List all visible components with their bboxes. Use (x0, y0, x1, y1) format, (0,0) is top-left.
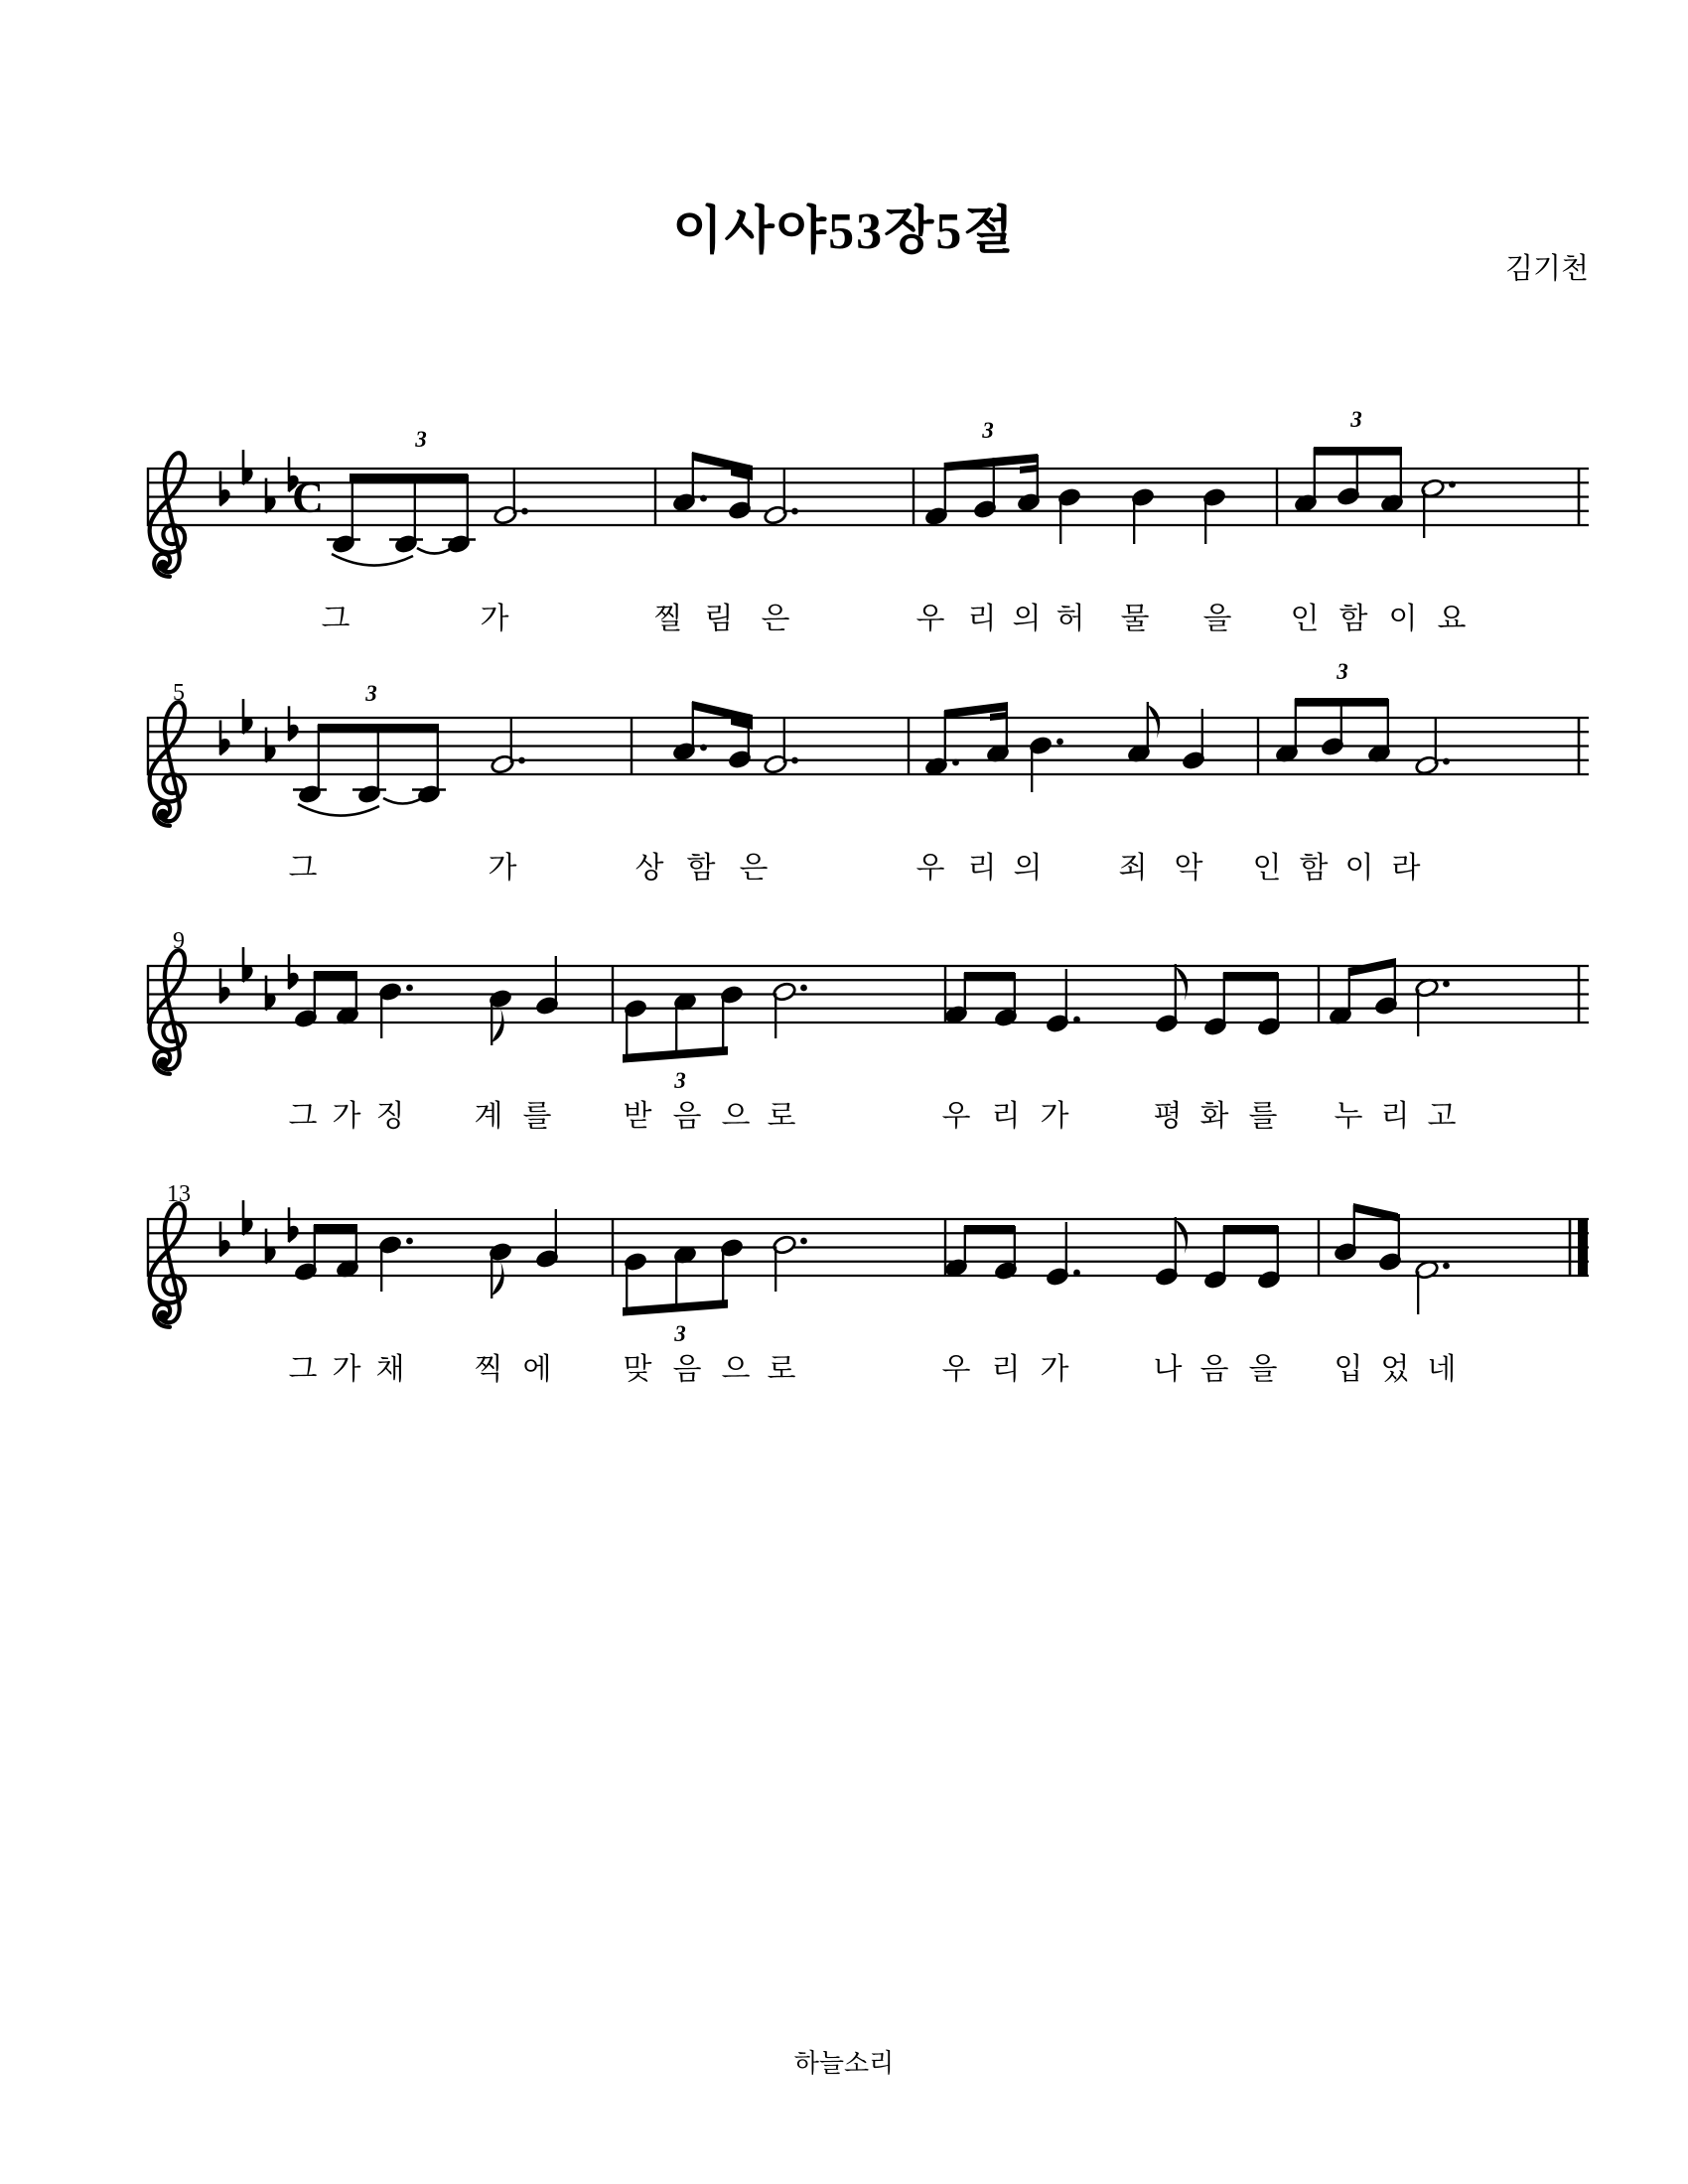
lyric-syllable: 를 (1248, 1100, 1278, 1133)
augmentation-dot (1443, 1263, 1450, 1270)
beam (964, 972, 1015, 981)
lyric-syllable: 죄 (1118, 852, 1148, 885)
note (1329, 968, 1353, 1026)
note (673, 991, 698, 1050)
note (327, 475, 360, 555)
lyric-syllable: 요 (1437, 603, 1467, 635)
note (1029, 735, 1063, 792)
note (1415, 1259, 1450, 1314)
lyric-syllable: 우 (941, 1100, 971, 1133)
lyric-syllable: 화 (1199, 1100, 1229, 1133)
augmentation-dot (700, 495, 707, 502)
note (378, 981, 413, 1038)
augmentation-dot (800, 1238, 807, 1245)
lyric-syllable: 맞 (623, 1353, 652, 1386)
lyric-syllable: 라 (1391, 852, 1421, 885)
augmentation-dot (791, 757, 798, 764)
beam (1348, 958, 1396, 977)
lyric-syllable: 인 (1290, 603, 1320, 635)
beam (314, 971, 357, 980)
slur (383, 798, 422, 804)
note (1380, 448, 1405, 514)
lyric-syllable: 악 (1174, 852, 1203, 885)
note (378, 1234, 413, 1292)
augmentation-dot (800, 985, 807, 992)
augmentation-dot (1073, 1017, 1080, 1024)
lyric-syllable: 찍 (474, 1353, 503, 1386)
lyric-syllable: 가 (480, 603, 509, 635)
lyric-syllable: 받 (623, 1100, 652, 1133)
flat-sign-icon (220, 472, 230, 507)
note (1321, 699, 1345, 757)
note (1294, 448, 1319, 514)
note (412, 725, 446, 805)
lyric-syllable: 허 (1055, 603, 1085, 635)
lyric-syllable: 가 (1040, 1100, 1069, 1133)
lyric-syllable: 누 (1334, 1100, 1363, 1133)
time-signature: C (292, 473, 324, 522)
lyric-syllable: 함 (1338, 603, 1368, 635)
page-title: 이사야53장5절 (672, 204, 1016, 260)
note (1421, 478, 1456, 538)
note (489, 988, 513, 1045)
note (1057, 486, 1082, 544)
lyric-syllable: 리 (967, 603, 997, 635)
augmentation-dot (518, 757, 525, 764)
beam (990, 712, 1008, 721)
lyric-syllable: 리 (991, 1100, 1021, 1133)
lyric-syllable: 의 (1012, 603, 1042, 635)
note (924, 711, 959, 777)
flat-sign-icon (220, 1222, 230, 1258)
flat-sign-icon (220, 969, 230, 1005)
lyric-syllable: 음 (1199, 1353, 1229, 1386)
augmentation-dot (1443, 981, 1450, 988)
lyric-syllable: 나 (1153, 1353, 1183, 1386)
beam (350, 474, 468, 482)
tuplet-number: 3 (1336, 659, 1348, 684)
tuplet-number: 3 (982, 418, 994, 443)
lyric-syllable: 그 (288, 852, 318, 885)
note (1378, 1214, 1403, 1273)
beam (692, 452, 753, 475)
lyric-syllable: 우 (941, 1353, 971, 1386)
note (442, 475, 476, 555)
lyric-syllable: 은 (761, 603, 790, 635)
augmentation-dot (1443, 758, 1450, 765)
staff-system-3 (147, 928, 1589, 1133)
beam (1020, 465, 1038, 474)
note (293, 725, 327, 805)
note (389, 475, 423, 555)
lyric-syllable: 리 (1380, 1100, 1410, 1133)
lyric-syllable: 고 (1427, 1100, 1457, 1133)
lyric-syllable: 가 (488, 852, 517, 885)
lyric-syllable: 가 (1040, 1353, 1069, 1386)
tuplet-number: 3 (674, 1068, 686, 1093)
note (624, 1251, 648, 1307)
measure-number: 5 (173, 680, 185, 706)
lyric-syllable: 물 (1120, 603, 1150, 635)
lyric-syllable: 평 (1153, 1100, 1183, 1133)
augmentation-dot (1056, 739, 1063, 746)
flag (492, 1009, 503, 1045)
lyric-syllable: 함 (686, 852, 716, 885)
lyric-syllable: 네 (1427, 1353, 1457, 1386)
note (1203, 973, 1228, 1037)
beam (964, 1225, 1015, 1234)
treble-clef-icon (150, 1203, 186, 1327)
beam (314, 1224, 357, 1233)
note (1202, 486, 1227, 544)
note (720, 984, 745, 1047)
treble-clef-icon (150, 453, 186, 577)
slur (417, 548, 452, 554)
lyric-syllable: 그 (288, 1353, 318, 1386)
flat-sign-icon (289, 706, 299, 742)
lyric-syllable: 가 (332, 1100, 361, 1133)
beam (1223, 972, 1278, 981)
beam (692, 701, 753, 724)
flag (1148, 702, 1160, 739)
flag (492, 1262, 503, 1298)
flat-sign-icon (289, 954, 299, 990)
lyric-syllable: 를 (522, 1100, 552, 1133)
note (489, 1241, 513, 1298)
lyric-syllable: 었 (1380, 1353, 1410, 1386)
lyric-syllable: 그 (288, 1100, 318, 1133)
staff-system-4 (147, 1181, 1589, 1386)
note (352, 725, 386, 805)
lyric-syllable: 상 (634, 852, 664, 885)
publisher-footer: 하늘소리 (793, 2049, 895, 2078)
lyric-syllable: 으 (721, 1100, 751, 1133)
beam (623, 1299, 728, 1316)
lyric-syllable: 징 (375, 1100, 405, 1133)
beam (623, 1046, 728, 1063)
lyric-syllable: 함 (1299, 852, 1329, 885)
lyric-syllable: 은 (739, 852, 769, 885)
note (1046, 969, 1080, 1034)
tuplet-number: 3 (674, 1321, 686, 1346)
lyric-syllable: 로 (767, 1100, 796, 1133)
treble-clef-icon (150, 950, 186, 1074)
lyric-syllable: 이 (1388, 603, 1418, 635)
augmentation-dot (1073, 1270, 1080, 1277)
augmentation-dot (952, 759, 959, 766)
note (924, 463, 949, 527)
augmentation-dot (791, 508, 798, 515)
note (1257, 973, 1282, 1037)
treble-clef-icon (150, 702, 186, 826)
lyric-syllable: 찔 (653, 603, 683, 635)
note (773, 1234, 807, 1292)
augmentation-dot (521, 508, 528, 515)
lyric-syllable: 을 (1202, 603, 1232, 635)
note (1131, 486, 1156, 544)
lyric-syllable: 로 (767, 1353, 796, 1386)
note (673, 1244, 698, 1303)
augmentation-dot (1449, 481, 1456, 488)
lyric-syllable: 우 (915, 852, 945, 885)
note (1257, 1226, 1282, 1291)
lyric-syllable: 리 (991, 1353, 1021, 1386)
lyric-syllable: 의 (1013, 852, 1043, 885)
note (1203, 1226, 1228, 1291)
note (624, 998, 648, 1054)
tuplet-number: 3 (415, 427, 427, 452)
lyric-syllable: 리 (967, 852, 997, 885)
beam (1223, 1225, 1278, 1234)
lyric-syllable: 우 (915, 603, 945, 635)
staff-system-2 (147, 659, 1589, 885)
measure-number: 9 (173, 928, 185, 954)
measure-number: 13 (167, 1181, 191, 1207)
lyric-syllable: 에 (522, 1353, 552, 1386)
lyric-syllable: 을 (1248, 1353, 1278, 1386)
note (1046, 1222, 1080, 1288)
flat-sign-icon (289, 1207, 299, 1243)
composer-name: 김기천 (1504, 253, 1589, 285)
slur (298, 804, 379, 816)
lyric-syllable: 그 (321, 603, 351, 635)
staff-system-1 (147, 407, 1589, 635)
lyric-syllable: 으 (721, 1353, 751, 1386)
lyric-syllable: 이 (1344, 852, 1374, 885)
lyric-syllable: 림 (704, 603, 734, 635)
lyric-syllable: 입 (1334, 1353, 1363, 1386)
augmentation-dot (406, 985, 413, 992)
note (1415, 977, 1450, 1036)
slur (332, 554, 413, 566)
note (720, 1237, 745, 1300)
lyric-syllable: 계 (474, 1100, 503, 1133)
tuplet-number: 3 (1350, 407, 1362, 432)
lyric-syllable: 채 (375, 1353, 405, 1386)
note (1336, 448, 1361, 507)
augmentation-dot (406, 1238, 413, 1245)
lyric-syllable: 가 (332, 1353, 361, 1386)
augmentation-dot (700, 745, 707, 751)
tuplet-number: 3 (365, 681, 377, 706)
lyric-syllable: 음 (672, 1100, 702, 1133)
lyric-syllable: 인 (1252, 852, 1282, 885)
lyric-syllable: 음 (672, 1353, 702, 1386)
note (773, 981, 807, 1038)
flat-sign-icon (220, 721, 230, 756)
